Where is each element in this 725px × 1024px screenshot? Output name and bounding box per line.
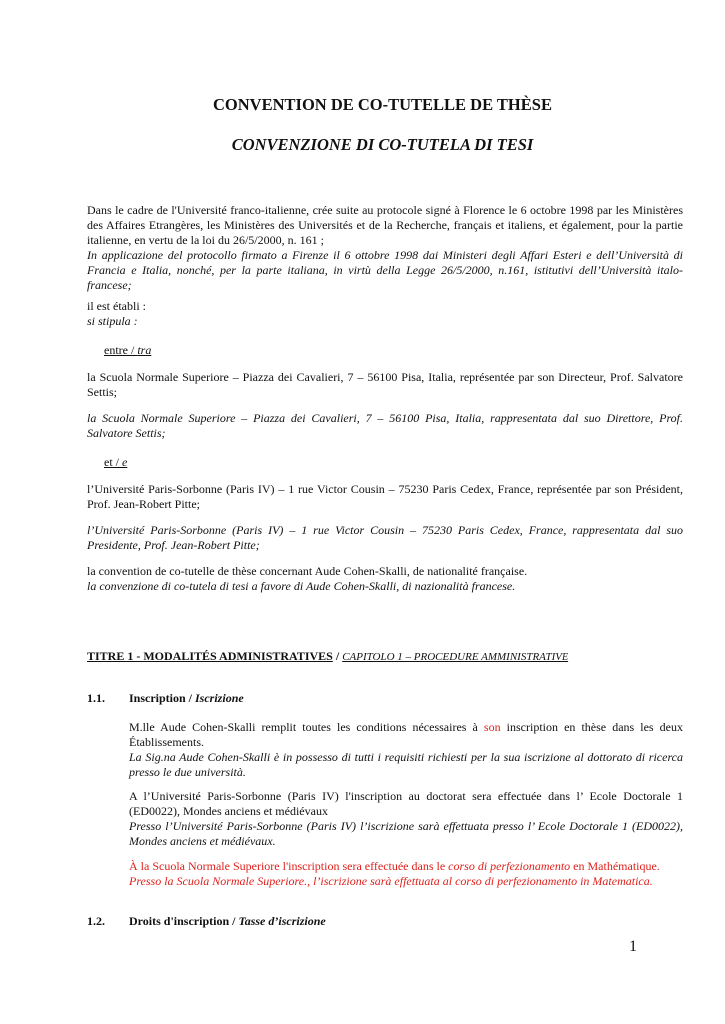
title-italian: CONVENZIONE DI CO-TUTELA DI TESI	[231, 135, 534, 154]
between-heading	[104, 343, 151, 358]
established-block	[87, 299, 683, 329]
established-french: il est établi :	[87, 299, 146, 313]
party1-french: la Scuola Normale Superiore – Piazza dei Cavalieri, 7 – 56100 Pisa, Italia, représentée par son Directeur, Prof. Salvatore Settis;	[87, 370, 683, 399]
s11-p3-italian: Presso la Scuola Normale Superiore., l’iscrizione sarà effettuata al corso di perfezionamento in Matematica.	[129, 874, 653, 888]
established-italian: si stipula :	[87, 314, 138, 328]
s11-paragraph-2	[129, 789, 683, 849]
s11-p1-french-a: M.lle Aude Cohen-Skalli remplit toutes les conditions nécessaires à	[129, 720, 484, 734]
intro-paragraph	[87, 203, 683, 293]
s11-french: Inscription /	[129, 691, 196, 705]
s11-p3-french-b: en Mathématique.	[570, 859, 660, 873]
intro-italian: In applicazione del protocollo firmato a Firenze il 6 ottobre 1998 dai Ministeri degli Affari Esteri e dell’Università di Francia e Italia, nonché, per la parte italiana, in virtù della Legge 26/5/2000, n.161, istitutivi dell’Università italo-francese;	[87, 248, 683, 292]
s11-p3-french-a: À la Scuola Normale Superiore l'inscription sera effectuée dans le	[129, 859, 449, 873]
party2-french: l’Université Paris-Sorbonne (Paris IV) – 1 rue Victor Cousin – 75230 Paris Cedex, France, représentée par son Président, Prof. Jean-Robert Pitte;	[87, 482, 683, 511]
s11-p1-french-b: inscription en thèse dans les deux Établissements.	[129, 720, 683, 749]
titre1-italian-end: E	[561, 652, 569, 663]
intro-french: Dans le cadre de l'Université franco-italienne, crée suite au protocole signé à Florence le 6 octobre 1998 par les Ministères des Affaires Etrangères, les Ministères des Universités et de la Recherche, français et italiens, et également, pour la partie italienne, en vertu de la loi du 26/5/2000, n. 161 ;	[87, 203, 683, 247]
section-1-2-heading	[129, 914, 326, 929]
party2-italian: l’Université Paris-Sorbonne (Paris IV) – 1 rue Victor Cousin – 75230 Paris Cedex, France, rappresentata dal suo Presidente, Prof. Jean-Robert Pitte;	[87, 523, 683, 552]
section-1-1-number: 1.1.	[87, 691, 105, 705]
s11-italian: Iscrizione	[195, 691, 244, 705]
titre1-french: TITRE 1 - MODALITÉS ADMINISTRATIVES	[87, 649, 333, 663]
section-1-2-number: 1.2.	[87, 914, 105, 928]
s11-p2-italian: Presso l’Université Paris-Sorbonne (Paris IV) l’iscrizione sarà effettuata presso l’ Ecole Doctorale 1 (ED0022), Mondes anciens et médiévaux.	[129, 819, 683, 848]
s11-p2-french: A l’Université Paris-Sorbonne (Paris IV) l'inscription au doctorat sera effectuée dans l’ Ecole Doctorale 1 (ED0022), Mondes anciens et médiévaux	[129, 789, 683, 818]
convention-french: la convention de co-tutelle de thèse concernant Aude Cohen-Skalli, de nationalité française.	[87, 564, 528, 578]
between-french: entre /	[104, 343, 138, 357]
s12-french: Droits d'inscription /	[129, 914, 239, 928]
titre1-separator: /	[332, 649, 343, 663]
convention-italian: la convenzione di co-tutela di tesi a favore di Aude Cohen-Skalli, di nazionalità francese.	[87, 579, 516, 593]
s11-p1-italian: La Sig.na Aude Cohen-Skalli è in possesso di tutti i requisiti richiesti per la sua iscrizione al dottorato di ricerca presso le due università.	[129, 750, 683, 779]
and-french: et /	[104, 455, 122, 469]
section-1-1-heading	[129, 691, 244, 706]
s11-paragraph-3	[129, 859, 683, 889]
s12-italian: Tasse d’iscrizione	[238, 914, 326, 928]
party1-italian: la Scuola Normale Superiore – Piazza dei Cavalieri, 7 – 56100 Pisa, Italia, rappresentata dal suo Direttore, Prof. Salvatore Settis;	[87, 411, 683, 440]
and-italian: e	[122, 455, 128, 469]
s11-p3-french	[129, 859, 683, 874]
titre1-italian: CAPITOLO 1 – PROCEDURE AMMINISTRATIV	[342, 651, 562, 663]
convention-block	[87, 564, 683, 594]
between-italian: tra	[137, 343, 152, 357]
s11-p1-french-red: son	[483, 720, 501, 734]
page-number: 1	[629, 938, 637, 955]
section-title-1	[87, 649, 683, 665]
s11-paragraph-1	[129, 720, 683, 780]
s11-p1-french	[129, 720, 683, 750]
title-french: CONVENTION DE CO-TUTELLE DE THÈSE	[213, 95, 552, 114]
s11-p3-french-italic: corso di perfezionamento	[448, 859, 571, 873]
and-heading	[104, 455, 127, 470]
